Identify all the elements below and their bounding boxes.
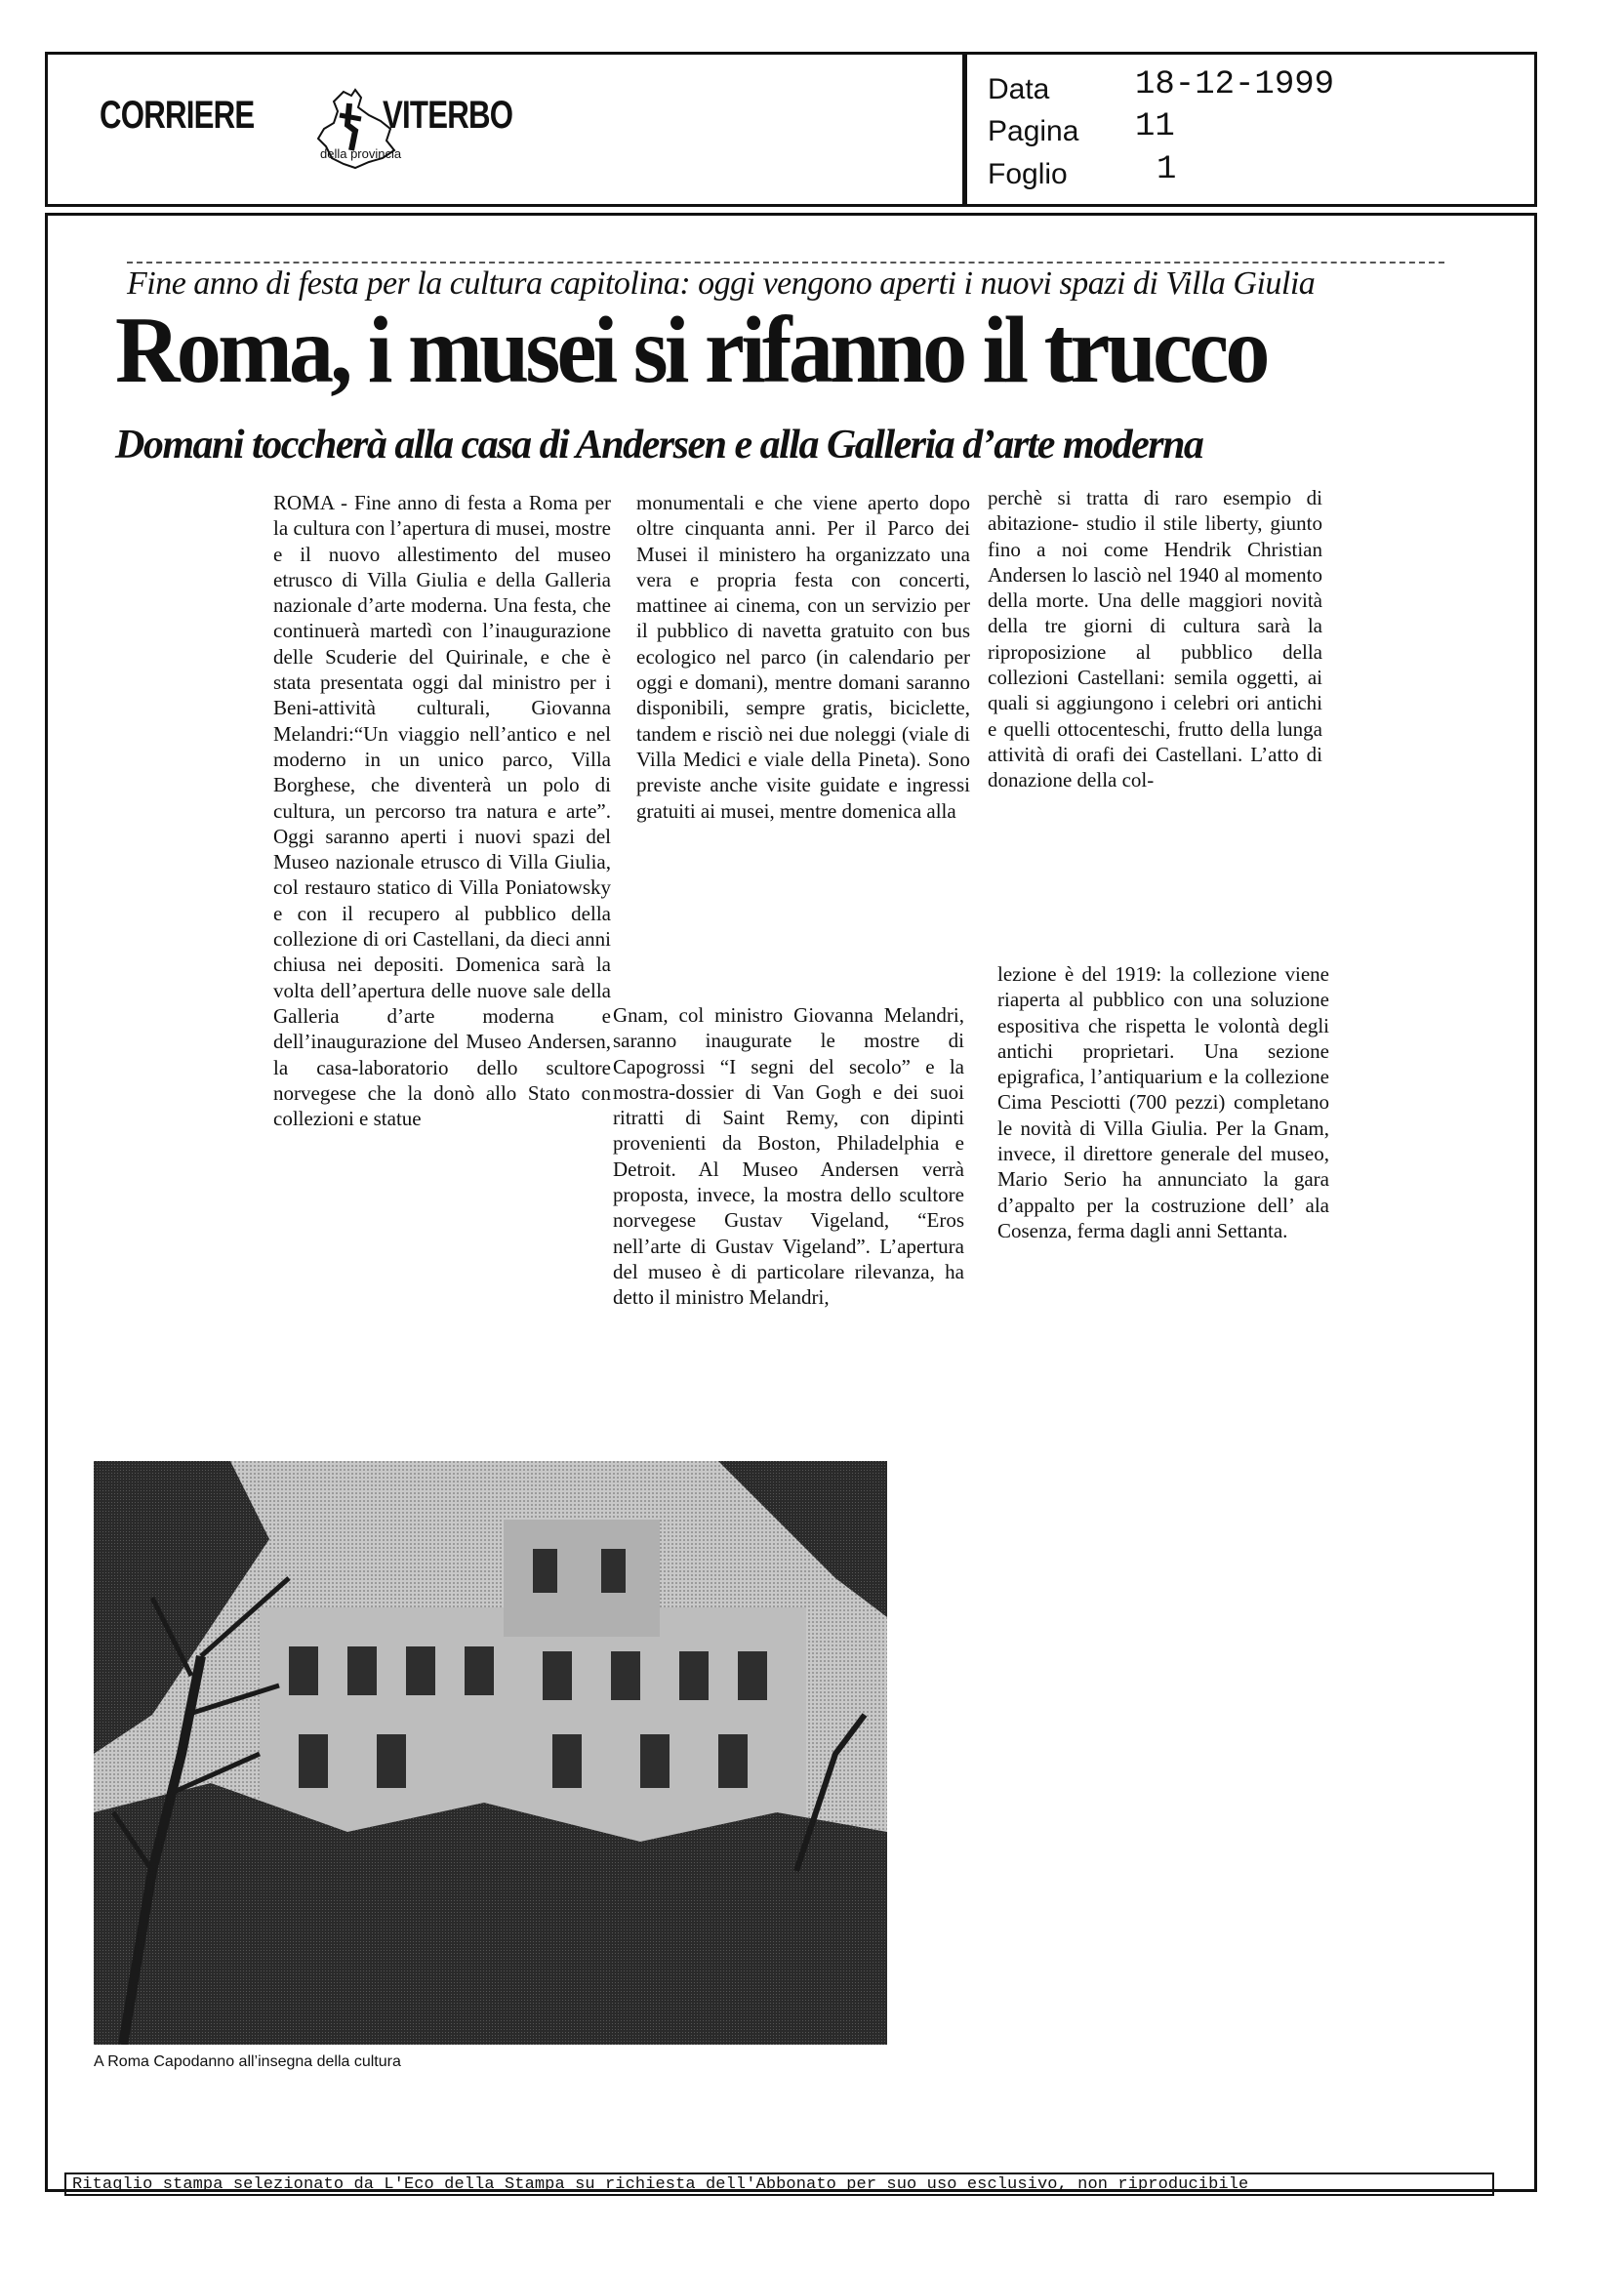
logo-word-right: VITERBO [383,94,513,137]
article-column-2-top: monumentali e che viene aperto dopo oltre cinquanta anni. Per il Parco dei Musei il ministero ha organizzato una vera e propria festa con concerti, mattinee ai cinema, con un servizio per il pubblico di navetta gratuito con bus ecologico nel parco (in calendario per oggi e domani), mentre domani saranno disponibili, sempre gratis, biciclette, tandem e risciò nei due noleggi (viale di Villa Medici e viale della Pineta). Sono previste anche visite guidate e ingressi gratuiti ai musei, mentre domenica alla [636,491,970,823]
article-column-1: ROMA - Fine anno di festa a Roma per la cultura con l’apertura di musei, mostre e il nuovo allestimento del museo etrusco di Villa Giulia e della Galleria nazionale d’arte moderna. Una festa, che continuerà martedì con l’inaugurazione delle Scuderie del Quirinale, e che è stata presentata oggi dal ministro per i Beni-attività culturali, Giovanna Melandri:“Un viaggio nell’antico e nel moderno in un unico parco, Villa Borghese, che diventerà un polo di cultura, un percorso tra natura e arte”. Oggi saranno aperti i nuovi spazi del Museo nazionale etrusco di Villa Giulia, col restauro statico di Villa Poniatowsky e con il recupero al pubblico della collezione di ori Castellani, da dieci anni chiusa nei depositi. Domenica sarà la volta dell’apertura delle nuove sale della Galleria d’arte moderna e dell’inaugurazione del Museo Andersen, la casa-laboratorio dello scultore norvegese che la donò allo Stato con collezioni e statue [273,491,611,1131]
clipping-notice-box [64,2172,1494,2196]
article-headline: Roma, i musei si rifanno il trucco [115,298,1267,403]
villa-photo-image [94,1461,887,2045]
sheet-label: Foglio [988,158,1068,190]
article-deck: Domani toccherà alla casa di Andersen e alla Galleria d’arte moderna [115,423,1203,467]
logo-word-left: CORRIERE [100,94,255,137]
clipping-notice: Ritaglio stampa selezionato da L'Eco della Stampa su richiesta dell'Abbonato per suo uso esclusivo, non riproducibile [72,2175,1249,2194]
logo-subtitle: della provincia [320,146,402,161]
article-photo [94,1461,887,2045]
newspaper-logo [90,86,578,174]
article-column-3-top: perchè si tratta di raro esempio di abitazione- studio il stile liberty, giunto fino a noi come Hendrik Christian Andersen lo lasciò nel 1940 al momento della morte. Una delle maggiori novità della tre giorni di cultura sarà la riproposizione al pubblico della collezioni Castellani: semila oggetti, ai quali si aggiungono i celebri ori antichi e quelli ottocenteschi, frutto della lunga attività di orafi dei Castellani. L’atto di donazione della col- [988,486,1322,792]
page-label: Pagina [988,115,1079,147]
page-value: 11 [1135,108,1175,145]
date-label: Data [988,73,1050,105]
sheet-value: 1 [1157,151,1177,188]
article-kicker: Fine anno di festa per la cultura capitolina: oggi vengono aperti i nuovi spazi di Villa Giulia [127,262,1444,303]
date-value: 18-12-1999 [1135,66,1335,103]
photo-caption: A Roma Capodanno all’insegna della cultura [94,2053,401,2070]
article-column-3-bottom: lezione è del 1919: la collezione viene riaperta al pubblico con una soluzione espositiva che rispetta le volontà degli antichi proprietari. Una sezione epigrafica, l’antiquarium e la collezione Cima Pesciotti (700 pezzi) completano le novità di Villa Giulia. Per la Gnam, invece, il direttore generale del museo, Mario Serio ha annunciato la gara d’appalto per la costruzione dell’ ala Cosenza, ferma dagli anni Settanta. [997,962,1329,1242]
article-column-2-bottom: Gnam, col ministro Giovanna Melandri, saranno inaugurate le mostre di Capogrossi “I segni del secolo” e la mostra-dossier di Van Gogh e dei suoi ritratti di Saint Remy, con dipinti provenienti da Boston, Philadelphia e Detroit. Al Museo Andersen verrà proposta, invece, la mostra dello scultore norvegese Gustav Vigeland, “Eros nell’arte di Gustav Vigeland”. L’apertura del museo è di particolare rilevanza, ha detto il ministro Melandri, [613,1003,964,1310]
